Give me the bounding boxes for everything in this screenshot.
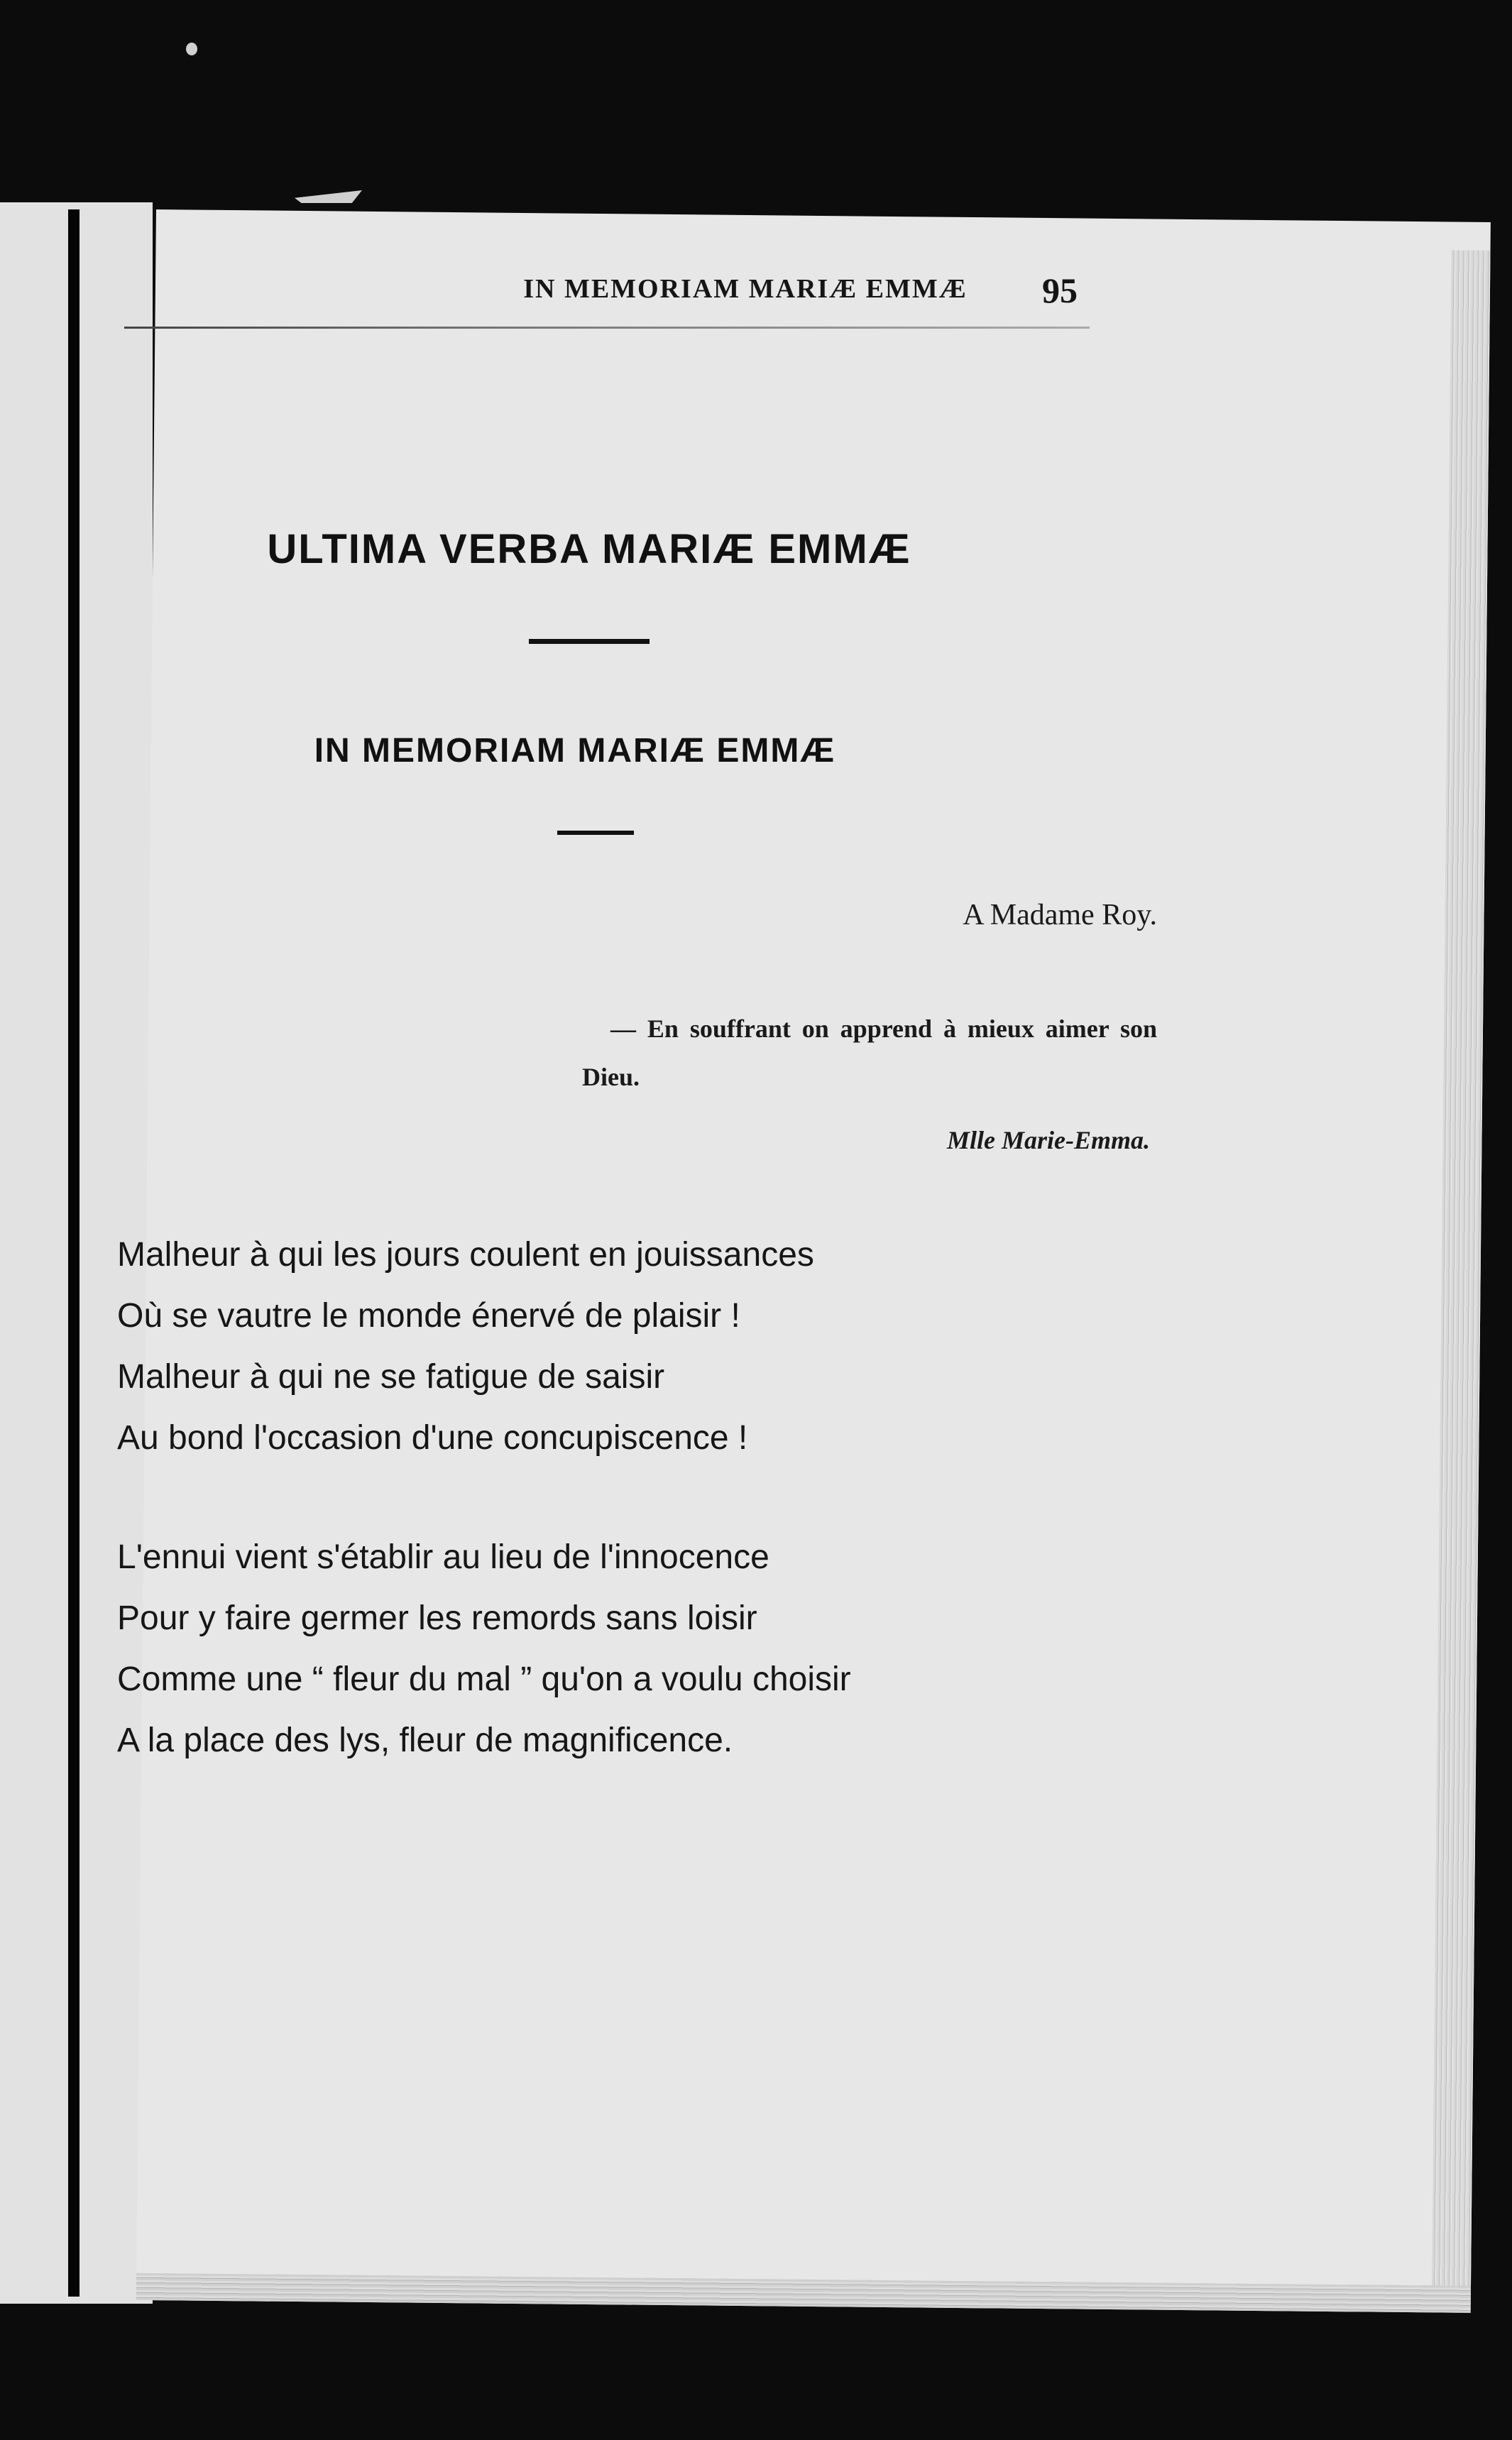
- title-rule: [529, 639, 650, 644]
- scan-artifact: [295, 190, 362, 203]
- poem-title: ULTIMA VERBA MARIÆ EMMÆ: [267, 526, 911, 572]
- verse-line: L'ennui vient s'établir au lieu de l'innocence: [117, 1538, 769, 1576]
- dedication: A Madame Roy.: [963, 899, 1157, 931]
- verse-line: Malheur à qui ne se fatigue de saisir: [117, 1358, 665, 1396]
- verse-line: Au bond l'occasion d'une concupiscence !: [117, 1419, 748, 1457]
- page-number: 95: [1042, 270, 1078, 310]
- poem-subtitle: IN MEMORIAM MARIÆ EMMÆ: [314, 732, 836, 770]
- scan-artifact: [186, 43, 197, 55]
- running-head: IN MEMORIAM MARIÆ EMMÆ: [523, 274, 968, 304]
- verse-line: A la place des lys, fleur de magnificence.: [117, 1722, 733, 1759]
- epigraph-attribution: Mlle Marie-Emma.: [947, 1126, 1150, 1154]
- verse-line: Où se vautre le monde énervé de plaisir !: [117, 1297, 740, 1335]
- stanza: [117, 1527, 1040, 1771]
- epigraph: — En souffrant on apprend à mieux aimer son Dieu.: [582, 1014, 1157, 1091]
- verse-line: Malheur à qui les jours coulent en jouissances: [117, 1236, 814, 1274]
- subtitle-rule: [557, 831, 634, 835]
- page-fore-edge: [1432, 251, 1491, 2295]
- verse-line: Pour y faire germer les remords sans loisir: [117, 1599, 757, 1637]
- header-rule: [124, 327, 1090, 329]
- stanza: [117, 1225, 1040, 1469]
- poem-body: [117, 1225, 1040, 1829]
- verse-line: Comme une “ fleur du mal ” qu'on a voulu choisir: [117, 1661, 851, 1698]
- book-gutter: [68, 209, 80, 2297]
- page-bottom-edge: [136, 2273, 1471, 2313]
